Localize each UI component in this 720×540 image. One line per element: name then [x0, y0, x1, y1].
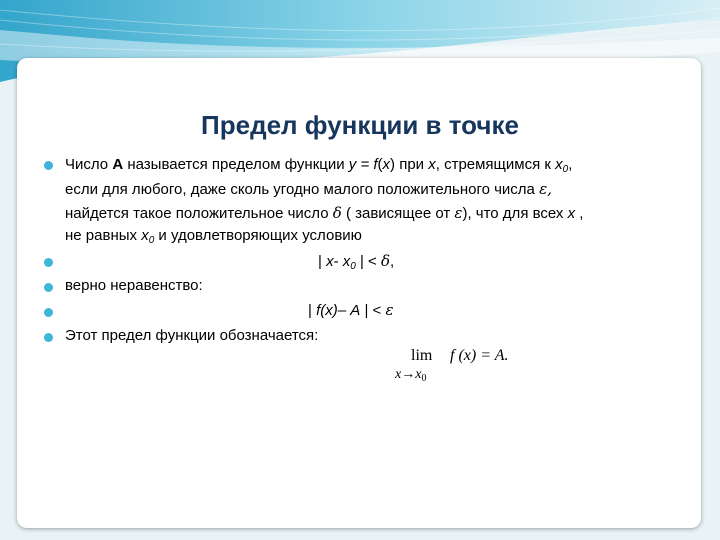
bullet-1-line-1: Число А называется пределом функции y = f(x) при x, стремящимся к $x_0$, [65, 156, 573, 175]
bullet-1-line-2: если для любого, даже сколь угодно малого положительного числа ε, [65, 180, 552, 198]
slide-title-text: Предел функции в точке [201, 110, 519, 140]
limit-formula [395, 345, 525, 395]
bullet-marker [44, 161, 53, 170]
bullet-1-line-4: не равных $x_0$ и удовлетворяющих условию [65, 227, 362, 246]
bullet-marker [44, 258, 53, 267]
bullet-marker [44, 283, 53, 292]
bullet-marker [44, 333, 53, 342]
bullet-4-inequality: | f(x)– A | < ε [308, 301, 394, 319]
bullet-1-line-3: найдется такое положительное число δ ( зависящее от ε), что для всех x , [65, 204, 584, 222]
lim-expression: f (x) = A. [450, 347, 509, 364]
bullet-3-text: верно неравенство: [65, 277, 203, 294]
lim-symbol: lim [411, 347, 433, 364]
bullet-5-text: Этот предел функции обозначается: [65, 327, 319, 344]
bullet-2-condition: | x- $x_0$ | < δ, [318, 252, 395, 272]
lim-subscript: $x\to x_0$ [395, 367, 427, 384]
bullet-marker [44, 308, 53, 317]
